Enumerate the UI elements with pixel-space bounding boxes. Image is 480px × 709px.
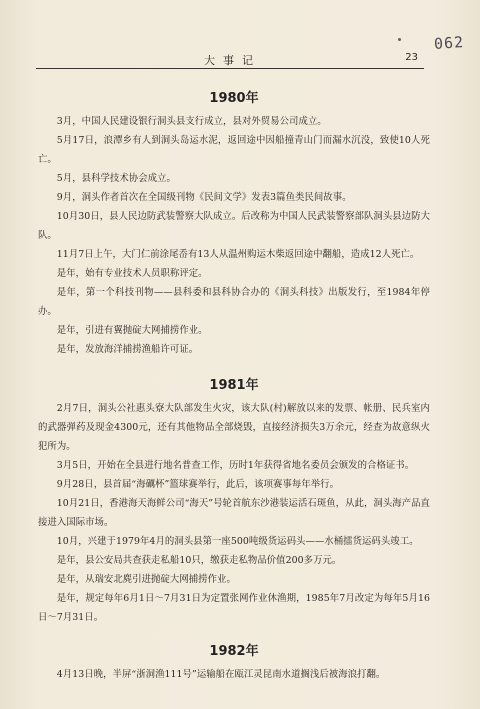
entry: 是年，始有专业技术人员职称评定。 xyxy=(56,268,208,279)
chronicle-body xyxy=(38,90,430,684)
entry: 是年，规定每年6月1日～7月31日为定置张网作业休渔期，1985年7月改定为每年5月16日～7月31日。 xyxy=(38,593,430,623)
entry: 是年，引进有翼抛碇大网捕捞作业。 xyxy=(56,325,208,336)
entry: 4月13日晚，半屏“浙洞渔111号”运输船在瓯江灵昆南水道搁浅后被海浪打翻。 xyxy=(56,669,386,680)
ink-dot xyxy=(398,38,401,41)
running-header xyxy=(36,50,424,69)
year-heading-1980: 1980年 xyxy=(209,91,259,106)
entry: 11月7日上午，大门仁前涂尾岙有13人从温州购运木柴返回途中翻船，造成12人死亡。 xyxy=(56,249,420,260)
entry: 5月17日，浪潭乡有人到洞头岛运水泥，返回途中因船撞青山门而漏水沉没，致使10人死亡。 xyxy=(38,135,430,165)
entry: 2月7日，洞头公社惠头寮大队部发生火灾，该大队(村)解放以来的发票、帐册、民兵室内的武器弹药及现金4300元，还有其他物品全部烧毁，直接经济损失3万余元，经查为故意纵火犯所为。 xyxy=(38,403,430,452)
entry: 3月5日，开始在全县进行地名普查工作，历时1年获得省地名委员会颁发的合格证书。 xyxy=(56,460,415,471)
entry: 9月28日，县首届“海礪杯”篮球赛举行，此后，该项赛事每年举行。 xyxy=(56,479,340,490)
entry: 5月，县科学技术协会成立。 xyxy=(56,173,176,184)
header-title: 大事记 xyxy=(204,54,261,67)
entry: 10月30日，县人民边防武装警察大队成立。后改称为中国人民武装警察部队洞头县边防大队。 xyxy=(38,211,430,241)
handwritten-page-stamp: 062 xyxy=(433,32,465,54)
page-number: 23 xyxy=(405,52,418,63)
entry: 是年，发放海洋捕捞渔船许可证。 xyxy=(56,344,199,355)
entry: 3月，中国人民建设银行洞头县支行成立，县对外贸易公司成立。 xyxy=(56,116,327,127)
year-heading-1981: 1981年 xyxy=(209,378,259,393)
entry: 10月21日，香港海天海鲜公司“海天”号轮首航东沙港装运活石斑鱼，从此，洞头海产品直接进入国际市场。 xyxy=(38,498,430,528)
entry: 10月，兴建于1979年4月的洞头县第一座500吨级货运码头——水桶擂货运码头竣工。 xyxy=(56,536,419,547)
entry: 是年，第一个科技刊物——县科委和县科协合办的《洞头科技》出版发行，至1984年停办。 xyxy=(38,287,430,317)
year-heading-1982: 1982年 xyxy=(209,644,259,659)
entry: 9月，洞头作者首次在全国级刊物《民间文学》发表3篇鱼类民间故事。 xyxy=(56,192,352,203)
entry: 是年，县公安局共查获走私船10只，缴获走私物品价值200多万元。 xyxy=(56,555,342,566)
entry: 是年，从瑞安北麂引进抛碇大网捕捞作业。 xyxy=(56,574,236,585)
